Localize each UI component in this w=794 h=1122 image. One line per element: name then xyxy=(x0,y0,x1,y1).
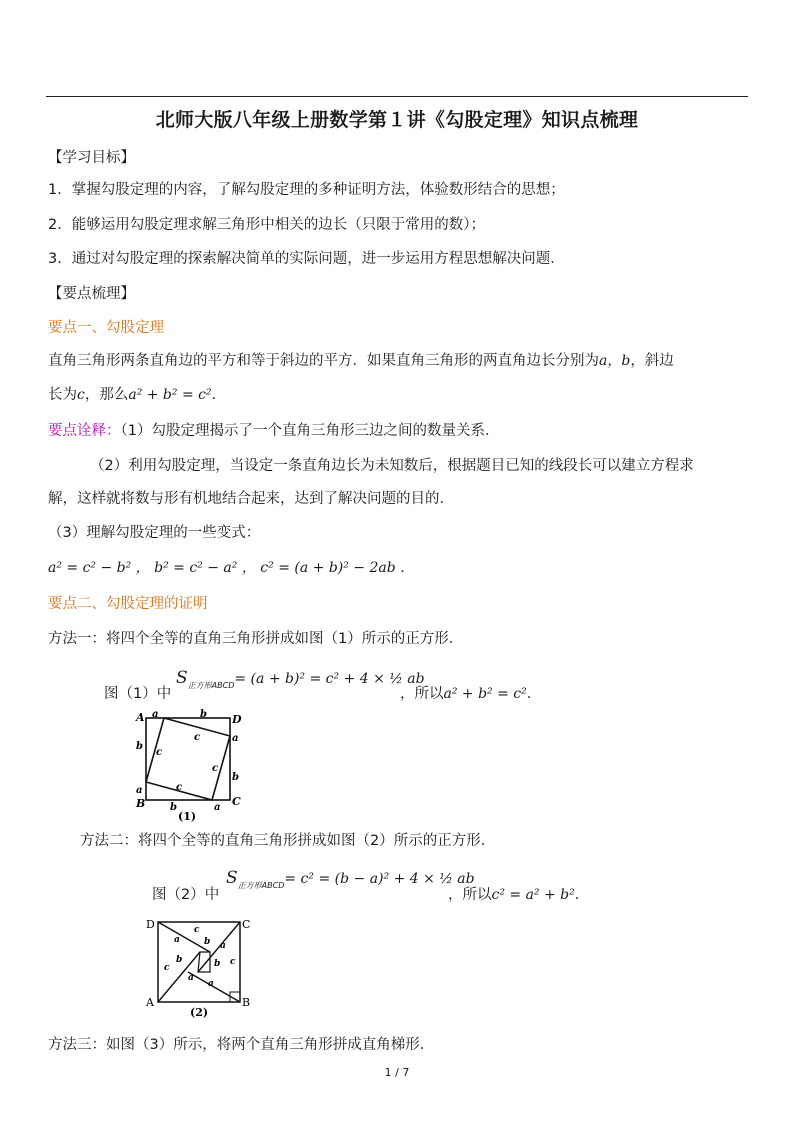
pythagorean-formula: a² + b² = c² xyxy=(128,387,212,403)
vertex-D-2: D xyxy=(146,918,155,931)
note-2-line-2: 解，这样就将数与形有机地结合起来，达到了解决问题的目的． xyxy=(48,491,454,507)
figure-2-prefix: 图（2）中 xyxy=(152,887,220,903)
vertex-B-2: B xyxy=(242,996,251,1009)
side-label: b xyxy=(214,959,221,969)
note-3: （3）理解勾股定理的一些变式： xyxy=(48,525,261,541)
area-formula-1 xyxy=(176,668,425,688)
side-label: b xyxy=(204,937,211,947)
notes-label: 要点诠释： xyxy=(48,423,121,439)
side-label: a xyxy=(214,802,221,813)
header-rule xyxy=(46,96,748,97)
area-subscript-1: 正方形ABCD xyxy=(187,681,235,690)
figure-1-caption: (1) xyxy=(178,810,197,823)
area-expression-1: = (a + b)² = c² + 4 × ½ ab xyxy=(234,671,425,687)
method-1-text: 方法一：将四个全等的直角三角形拼成如图（1）所示的正方形． xyxy=(48,631,464,647)
page-title: 北师大版八年级上册数学第１讲《勾股定理》知识点梳理 xyxy=(155,109,639,131)
note-1-line xyxy=(48,421,499,441)
conclusion-2-prefix: ，所以 xyxy=(448,887,492,903)
vertex-B-1: B xyxy=(136,797,146,810)
side-label: a xyxy=(208,979,214,989)
vertex-A-1: A xyxy=(136,711,145,724)
figure-1-diagram xyxy=(128,708,258,824)
conclusion-1-end: ． xyxy=(526,686,542,702)
theorem-text-end: ，斜边 xyxy=(630,353,674,369)
figure-1-inner-square xyxy=(146,718,230,800)
note-1: （1）勾股定理揭示了一个直角三角形三边之间的数量关系． xyxy=(120,423,500,439)
side-label: a xyxy=(174,935,180,945)
side-label: b xyxy=(232,772,239,783)
side-label: c xyxy=(230,957,236,967)
side-label: a xyxy=(152,709,159,720)
theorem-text-2b: ，那么 xyxy=(84,387,129,403)
summary-heading: 【要点梳理】 xyxy=(48,286,135,302)
figure-2-line xyxy=(158,922,210,952)
side-label: b xyxy=(200,709,207,720)
vertex-C-2: C xyxy=(242,918,251,931)
vertex-D-1: D xyxy=(232,713,242,726)
theorem-text: 直角三角形两条直角边的平方和等于斜边的平方．如果直角三角形的两直角边长分别为 xyxy=(48,353,599,369)
area-symbol-2: S xyxy=(226,868,238,888)
theorem-line-2 xyxy=(48,385,226,405)
side-label: a xyxy=(220,941,226,951)
area-expression-2: = c² = (b − a)² + 4 × ½ ab xyxy=(284,871,475,887)
conclusion-2-formula: c² = a² + b² xyxy=(491,887,575,903)
page-number: 1 / 7 xyxy=(384,1066,410,1079)
theorem-vars: a，b xyxy=(599,353,631,369)
objective-item-2: 2．能够运用勾股定理求解三角形中相关的边长（只限于常用的数）； xyxy=(48,217,485,233)
vertex-C-1: C xyxy=(232,795,241,808)
side-label: c xyxy=(176,782,183,793)
method-3-text: 方法三：如图（3）所示，将两个直角三角形拼成直角梯形． xyxy=(48,1037,435,1053)
side-label: c xyxy=(164,963,170,973)
side-label: b xyxy=(170,802,177,813)
objective-item-1: 1．掌握勾股定理的内容，了解勾股定理的多种证明方法，体验数形结合的思想； xyxy=(48,182,565,198)
objective-item-3: 3．通过对勾股定理的探索解决简单的实际问题，进一步运用方程思想解决问题． xyxy=(48,251,565,267)
figure-2-caption: (2) xyxy=(190,1006,209,1019)
side-label: c xyxy=(156,747,163,758)
note-2-line-1: （2）利用勾股定理，当设定一条直角边长为未知数后，根据题目已知的线段长可以建立方程求 xyxy=(90,458,694,474)
point1-heading: 要点一、勾股定理 xyxy=(48,320,164,336)
objectives-heading: 【学习目标】 xyxy=(48,150,135,166)
side-label: a xyxy=(232,733,239,744)
vertex-A-2: A xyxy=(146,996,154,1009)
theorem-text-2end: ． xyxy=(211,387,227,403)
hypotenuse-var: c xyxy=(77,387,85,403)
theorem-line-1 xyxy=(48,351,674,371)
side-label: c xyxy=(194,732,201,743)
area-formula-2 xyxy=(226,868,475,888)
side-label: a xyxy=(136,785,143,796)
figure-1-outer-square xyxy=(146,718,230,800)
side-label: b xyxy=(176,955,183,965)
figure-2-diagram xyxy=(144,914,256,1020)
conclusion-1-prefix: ，所以 xyxy=(400,686,444,702)
figure-1-prefix: 图（1）中 xyxy=(104,686,172,702)
side-label: a xyxy=(188,973,194,983)
area-symbol-1: S xyxy=(176,668,188,688)
figure-2-line xyxy=(188,972,240,1002)
method-2-text: 方法二：将四个全等的直角三角形拼成如图（2）所示的正方形． xyxy=(80,833,496,849)
point2-heading: 要点二、勾股定理的证明 xyxy=(48,596,208,612)
conclusion-2 xyxy=(448,885,589,905)
variant-formulas: a² = c² − b² ， b² = c² − a² ， c² = (a + b)² − 2ab ． xyxy=(48,560,415,576)
side-label: b xyxy=(136,741,143,752)
conclusion-1 xyxy=(400,684,541,704)
conclusion-2-end: ． xyxy=(574,887,590,903)
side-label: c xyxy=(194,925,200,935)
area-subscript-2: 正方形ABCD xyxy=(237,881,285,890)
side-label: c xyxy=(212,763,219,774)
conclusion-1-formula: a² + b² = c² xyxy=(443,686,527,702)
theorem-text-2a: 长为 xyxy=(48,387,77,403)
